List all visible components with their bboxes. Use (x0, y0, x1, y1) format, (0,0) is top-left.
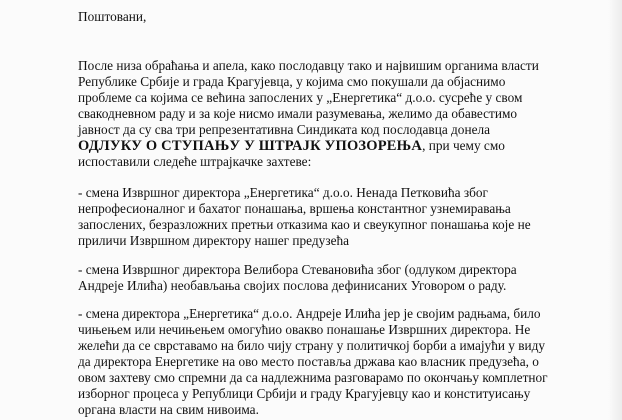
salutation: Поштовани, (78, 9, 147, 24)
intro-line-1: После низа обраћања и апела, како послодавцу тако и највишим органима власти (78, 58, 539, 73)
demand3-line-5: овом захтеву смо спремни да са надлежнима разговарамо по окончању комплетног (78, 370, 548, 385)
intro-line-3: проблеме са којима се већина запослених у „Енергетика“ д.о.о. сусреће у свом (78, 90, 523, 105)
demand1-line-3: запослених, безразложних претњи отказима као и свеукупног понашања које не (78, 217, 531, 232)
intro-line-4: свакодневном раду и за које нисмо имали разумевања, желимо да обавестимо (78, 106, 518, 121)
demand2-line-1: - смена Извршног директора Велибора Стевановића због (одлуком директора (78, 262, 517, 277)
intro-line-2: Републике Србије и града Крагујевца, у којима смо покушали да објаснимо (78, 74, 506, 89)
demand2-line-2: Андреје Илића) необављања својих послова дефинисаних Уговором о раду. (78, 278, 507, 293)
demand3-line-3: желећи да се сврставамо на било чију страну у политичкој борби а имајући у виду (78, 338, 546, 353)
demand3-line-2: чињењем или нечињењем омогућио овакво понашање Извршних директора. Не (78, 322, 531, 337)
demand1-line-4: приличи Извршном директору нашег предузећа (78, 233, 350, 248)
decision-line (78, 138, 505, 154)
demand3-line-6: изборног процеса у Републици Србији и граду Крагујевцу као и конституисању (78, 386, 531, 401)
decision-bold-text: ОДЛУКУ О СТУПАЊУ У ШТРАЈК УПОЗОРЕЊА (78, 138, 423, 154)
demand3-line-4: да директора Енергетике на ово место поставља држава као власник предузећа, о (78, 354, 539, 369)
demand1-line-1: - смена Извршног директора „Енергетика“ д.о.о. Ненада Петковића због (78, 185, 488, 200)
demand1-line-2: непрофесионалног и бахатог понашања, вршења константног узнемиравања (78, 201, 511, 216)
page-edge-shadow (608, 0, 622, 420)
decision-line-2: испоставили следеће штрајкачке захтеве: (78, 154, 312, 169)
demand3-line-7: органа власти на свим нивоима. (78, 402, 259, 417)
intro-line-5: јавност да су сва три репрезентативна Синдиката код послодавца донела (78, 122, 491, 137)
demand3-line-1: - смена директора „Енергетика“ д.о.о. Андреје Илића јер је својим радњама, било (78, 306, 541, 321)
decision-rest-text: , при чему смо (422, 138, 505, 153)
